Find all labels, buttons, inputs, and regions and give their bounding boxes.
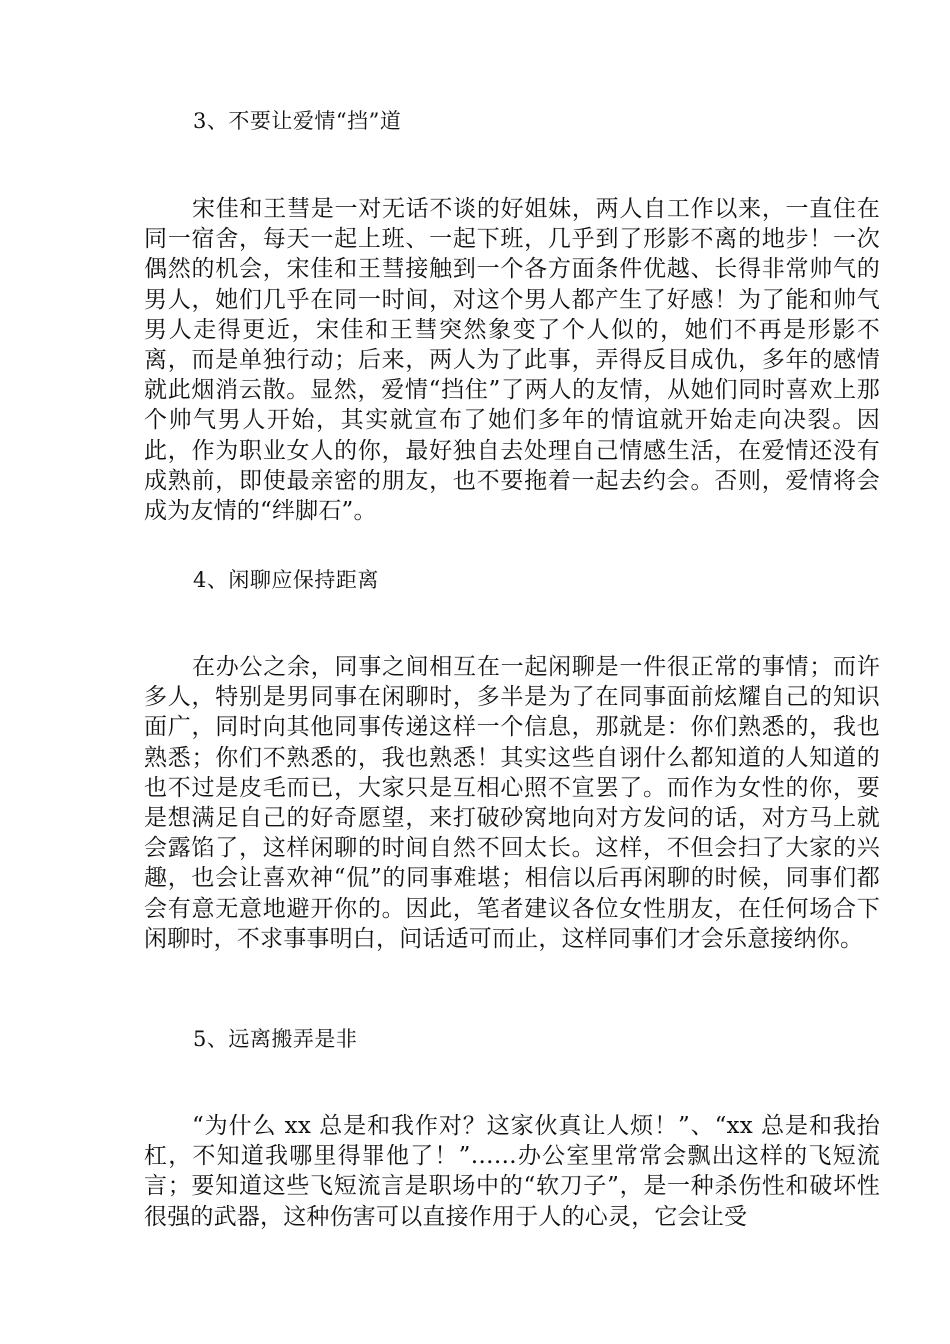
section-paragraph-4: 在办公之余，同事之间相互在一起闲聊是一件很正常的事情；而许多人，特别是男同事在闲聊时，多半是为了在同事面前炫耀自己的知识面广，同时向其他同事传递这样一个信息，那就是：你们熟悉的，我也熟悉；你们不熟悉的，我也熟悉！其实这些自诩什么都知道的人知道的也不过是皮毛而已，大家只是互相心照不宣罢了。而作为女性的你，要是想满足自己的好奇愿望，来打破砂窝地向对方发问的话，对方马上就会露馅了，这样闲聊的时间自然不回太长。这样，不但会扫了大家的兴趣，也会让喜欢神“侃”的同事难堪；相信以后再闲聊的时候，同事们都会有意无意地避开你的。因此，笔者建议各位女性朋友，在任何场合下闲聊时，不求事事明白，问话适可而止，这样同事们才会乐意接纳你。 <box>144 654 880 952</box>
section-paragraph-3: 宋佳和王彗是一对无话不谈的好姐妹，两人自工作以来，一直住在同一宿舍，每天一起上班、一起下班，几乎到了形影不离的地步！一次偶然的机会，宋佳和王彗接触到一个各方面条件优越、长得非常帅气的男人，她们几乎在同一时间，对这个男人都产生了好感！为了能和帅气男人走得更近，宋佳和王彗突然象变了个人似的，她们不再是形影不离，而是单独行动；后来，两人为了此事，弄得反目成仇，多年的感情就此烟消云散。显然，爱情“挡住”了两人的友情，从她们同时喜欢上那个帅气男人开始，其实就宣布了她们多年的情谊就开始走向决裂。因此，作为职业女人的你，最好独自去处理自己情感生活，在爱情还没有成熟前，即使最亲密的朋友，也不要拖着一起去约会。否则，爱情将会成为友情的“绊脚石”。 <box>144 196 880 525</box>
section-paragraph-5: “为什么 xx 总是和我作对？这家伙真让人烦！”、“xx 总是和我抬杠，不知道我哪里得罪他了！”……办公室里常常会飘出这样的飞短流言；要知道这些飞短流言是职场中的“软刀子”，是一种杀伤性和破坏性很强的武器，这种伤害可以直接作用于人的心灵，它会让受 <box>144 1113 880 1230</box>
section-heading-4: 4、闲聊应保持距离 <box>193 568 379 592</box>
section-heading-3: 3、不要让爱情“挡”道 <box>193 109 402 133</box>
section-heading-5: 5、远离搬弄是非 <box>193 1027 358 1051</box>
